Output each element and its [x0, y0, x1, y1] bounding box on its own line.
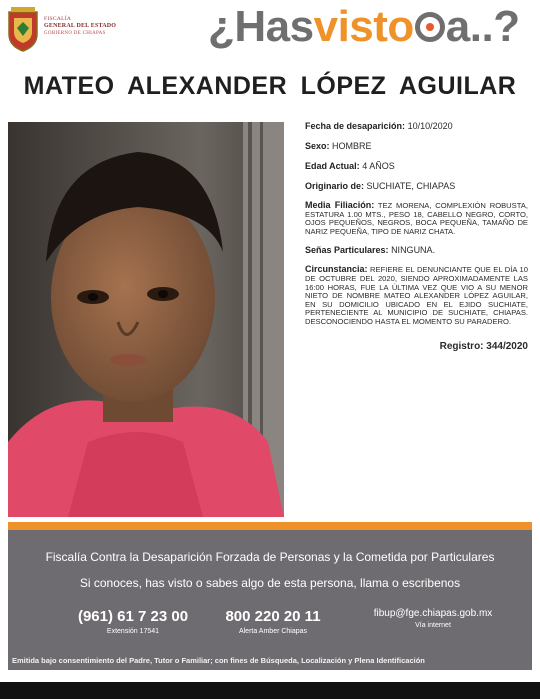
missing-person-photo — [8, 122, 284, 517]
registro-number: Registro: 344/2020 — [439, 340, 528, 352]
sexo-field — [305, 141, 528, 152]
agency-line2: GENERAL DEL ESTADO — [44, 23, 117, 29]
email-address[interactable]: fibup@fge.chiapas.gob.mx — [373, 608, 493, 619]
footer-panel — [8, 530, 532, 670]
campaign-logo — [208, 2, 520, 52]
brand-part3: a..? — [445, 2, 520, 51]
header — [0, 0, 540, 62]
photo-illustration — [8, 122, 284, 517]
origen-value: SUCHIATE, CHIAPAS — [366, 181, 456, 191]
agency-line1: FISCALÍA — [44, 16, 72, 22]
email-sub: Vía internet — [415, 622, 451, 629]
brand-part1: ¿Has — [208, 2, 314, 51]
footer-disclaimer: Emitida bajo consentimiento del Padre, Tutor o Familiar; con fines de Búsqueda, Localización y Plena Identificación — [12, 656, 425, 665]
sexo-label: Sexo: — [305, 141, 330, 151]
eye-icon — [415, 12, 445, 42]
brand-part2: visto — [313, 2, 414, 51]
contact-phone1 — [68, 608, 198, 635]
contact-phone2 — [208, 608, 338, 635]
footer-title: Fiscalía Contra la Desaparición Forzada de Personas y la Cometida por Particulares — [45, 550, 495, 564]
origen-label: Originario de: — [305, 181, 365, 191]
edad-field — [305, 161, 528, 172]
missing-person-name: MATEO ALEXANDER LÓPEZ AGUILAR — [23, 72, 517, 100]
circunstancia-value: REFIERE EL DENUNCIANTE QUE EL DÍA 10 DE OCTUBRE DEL 2020, SIENDO APROXIMADAMENTE LAS 16:00 HORAS, FUE LA ÚLTIMA VEZ QUE VIO A SU MENOR NIETO DE NOMBRE MATEO ALEXANDER LÓPEZ AGUILAR, EN SU DOMICILIO UBICADO EN EL EJIDO SUCHIATE, PERTENECIENTE AL MUNICIPIO DE SUCHIATE, CHIAPAS. DESCONOCIENDO HASTA EL MOMENTO SU PARADERO. — [305, 265, 528, 326]
senas-label: Señas Particulares: — [305, 245, 389, 256]
edad-value: 4 AÑOS — [362, 161, 395, 171]
circunstancia-label: Circunstancia: — [305, 264, 368, 275]
circunstancia-field — [305, 265, 528, 326]
edad-label: Edad Actual: — [305, 161, 360, 171]
footer-call-to-action: Si conoces, has visto o sabes algo de esta persona, llama o escribenos — [79, 576, 461, 590]
phone1-sub: Extensión 17541 — [106, 628, 160, 635]
filiacion-value: TEZ MORENA, COMPLEXIÓN ROBUSTA, ESTATURA 1.00 MTS., PESO 18, CABELLO NEGRO, CORTO, OJOS PEQUEÑOS, NEGROS, BOCA PEQUEÑA, TAMAÑO DE NARIZ PEQUEÑA, TIPO DE NARIZ CHATA. — [305, 201, 528, 236]
filiacion-field — [305, 201, 528, 236]
senas-field — [305, 245, 528, 256]
person-details — [305, 121, 528, 352]
fecha-field — [305, 121, 528, 132]
agency-name — [44, 16, 116, 37]
sexo-value: HOMBRE — [332, 141, 372, 151]
contact-email — [363, 608, 503, 629]
filiacion-label: Media Filiación: — [305, 200, 375, 210]
phone2-number[interactable]: 800 220 20 11 — [225, 608, 321, 625]
phone1-number[interactable]: (961) 61 7 23 00 — [77, 608, 189, 625]
senas-value: NINGUNA. — [391, 245, 436, 256]
state-seal-logo — [6, 6, 40, 52]
fecha-value: 10/10/2020 — [407, 121, 453, 131]
bottom-bar — [0, 682, 540, 699]
origen-field — [305, 181, 528, 192]
accent-band — [8, 522, 532, 530]
agency-line3: GOBIERNO DE CHIAPAS — [44, 31, 106, 36]
fecha-label: Fecha de desaparición: — [305, 121, 406, 131]
phone2-sub: Alerta Amber Chiapas — [238, 628, 308, 635]
